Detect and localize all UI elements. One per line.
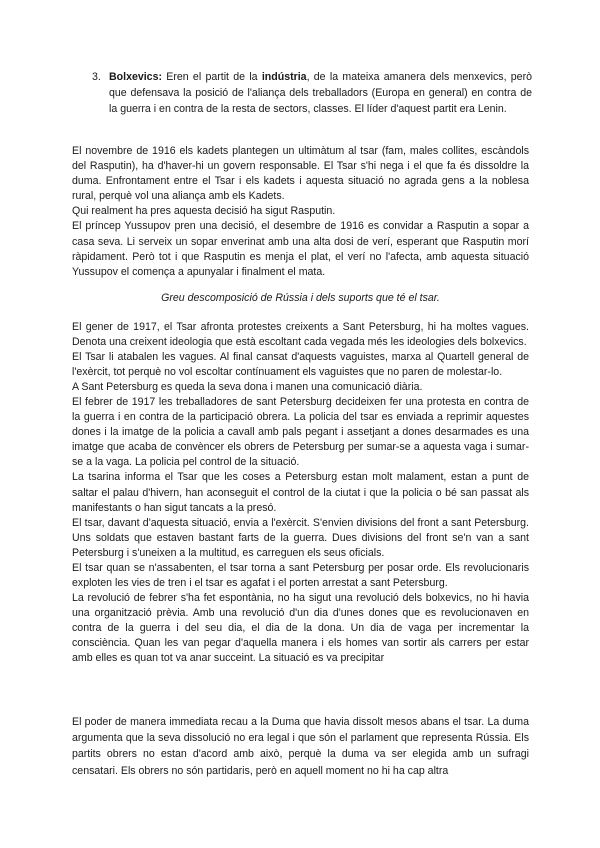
paragraph: El príncep Yussupov pren una decisió, el desembre de 1916 es convidar a Rasputin a sopar a casa seva. Li serveix un sopar enverinat amb una alta dosi de verí, esperant que Rasputin morí ràpidament. Però tot i que Rasputin es menja el plat, el verí no l'afecta, amb aquesta situació Yussupov el comença a apunyalar i finalment el mata.: [72, 220, 529, 278]
paragraph: El febrer de 1917 les treballadores de sant Petersburg decideixen fer una protesta en contra de la guerra i en contra de la participació obrera. La policia del tsar es enviada a reprimir aquestes dones i la imatge de la policia a cavall amb pals pegant i assetjant a dones desarmades es una imatge que acaba de convèncer els obrers de Petersburg per sumar-se a aquesta vaga i sumar-se a la vaga. La policia pel control de la situació.: [72, 396, 529, 469]
paragraph: A Sant Petersburg es queda la seva dona i manen una comunicació diària.: [72, 381, 423, 394]
section-february-revolution: [72, 320, 529, 666]
numbered-list-item: [92, 69, 532, 118]
section-subheading: Greu descomposició de Rússia i dels suports que té el tsar.: [161, 292, 440, 304]
paragraph: La tsarina informa el Tsar que les coses a Petersburg estan molt malament, estan a punt de saltar el palau d'hivern, han aconseguit el control de la ciutat i que la policia o bé san passat als manifestants o han sigut tancats a la presó.: [72, 471, 529, 514]
paragraph: El novembre de 1916 els kadets plantegen un ultimàtum al tsar (fam, males collites, escàndols del Rasputin), ha d'haver-hi un govern responsable. El Tsar s'hi nega i el que fa és dissoldre la duma. Enfrontament entre el Tsar i els kadets i aquesta situació no agrada gens a la noblesa rural, perquè vol una aliança amb els Kadets.: [72, 145, 529, 203]
list-item-term: Bolxevics:: [109, 71, 162, 83]
paragraph: Qui realment ha pres aquesta decisió ha sigut Rasputin.: [72, 205, 336, 218]
paragraph: El poder de manera immediata recau a la Duma que havia dissolt mesos abans el tsar. La duma argumenta que la seva dissolució no era legal i que són el parlament que representa Rússia. Els partits obrers no estan d'acord amb això, perquè la duma va ser elegida amb un sufragi censatari. Els obrers no són partidaris, però en aquell moment no hi ha cap altra: [72, 716, 529, 777]
section-kadets-rasputin: [72, 144, 529, 280]
list-item-number: 3.: [92, 71, 101, 83]
paragraph: El Tsar li atabalen les vagues. Al final cansat d'aquests vaguistes, marxa al Quartell general de l'exèrcit, tot perquè no vol escoltar contínuament els vaguistes que no paren de molestar-lo.: [72, 351, 529, 379]
list-item-bold-word: indústria: [261, 71, 307, 83]
list-item-text-start: Eren el partit de la: [162, 71, 262, 83]
list-item-text: [92, 69, 532, 118]
list-item-text-end: , de la mateixa amanera dels menxevics, però que defensava la posició de l'aliança dels treballadors (Europa en general) en contra de la guerra i en contra de la resta de sectors, classes. El líder d'aquest partit era Lenin.: [109, 71, 532, 116]
paragraph: La revolució de febrer s'ha fet espontània, no ha sigut una revolució dels bolxevics, no hi havia una organització prèvia. Amb una revolució d'un dia d'unes dones que es revolucionaven en contra de la guerra i del seu dia, el dia de la dona. Un dia de vaga per incrementar la consciència. Quan les van pegar d'aquella manera i els homes van sortir als carrers per estar amb elles es quan tot va anar succeint. La situació es va precipitar: [72, 591, 529, 665]
section-duma-power: [72, 714, 529, 779]
paragraph: El tsar quan se n'assabenten, el tsar torna a sant Petersburg per posar orde. Els revolucionaris exploten les vies de tren i el tsar es agafat i el porten arrestat a sant Petersburg.: [72, 561, 529, 589]
paragraph: El gener de 1917, el Tsar afronta protestes creixents a Sant Petersburg, hi ha moltes vagues. Denota una creixent ideologia que està escoltant cada vegada més les ideologies dels bolxevics.: [72, 321, 529, 349]
paragraph: El tsar, davant d'aquesta situació, envia a l'exèrcit. S'envien divisions del front a sant Petersburg. Uns soldats que estaven bastant farts de la guerra. Dues divisions del front se'n van a sant Petersburg i s'uneixen a la multitud, es carreguen els seus oficials.: [72, 516, 529, 559]
